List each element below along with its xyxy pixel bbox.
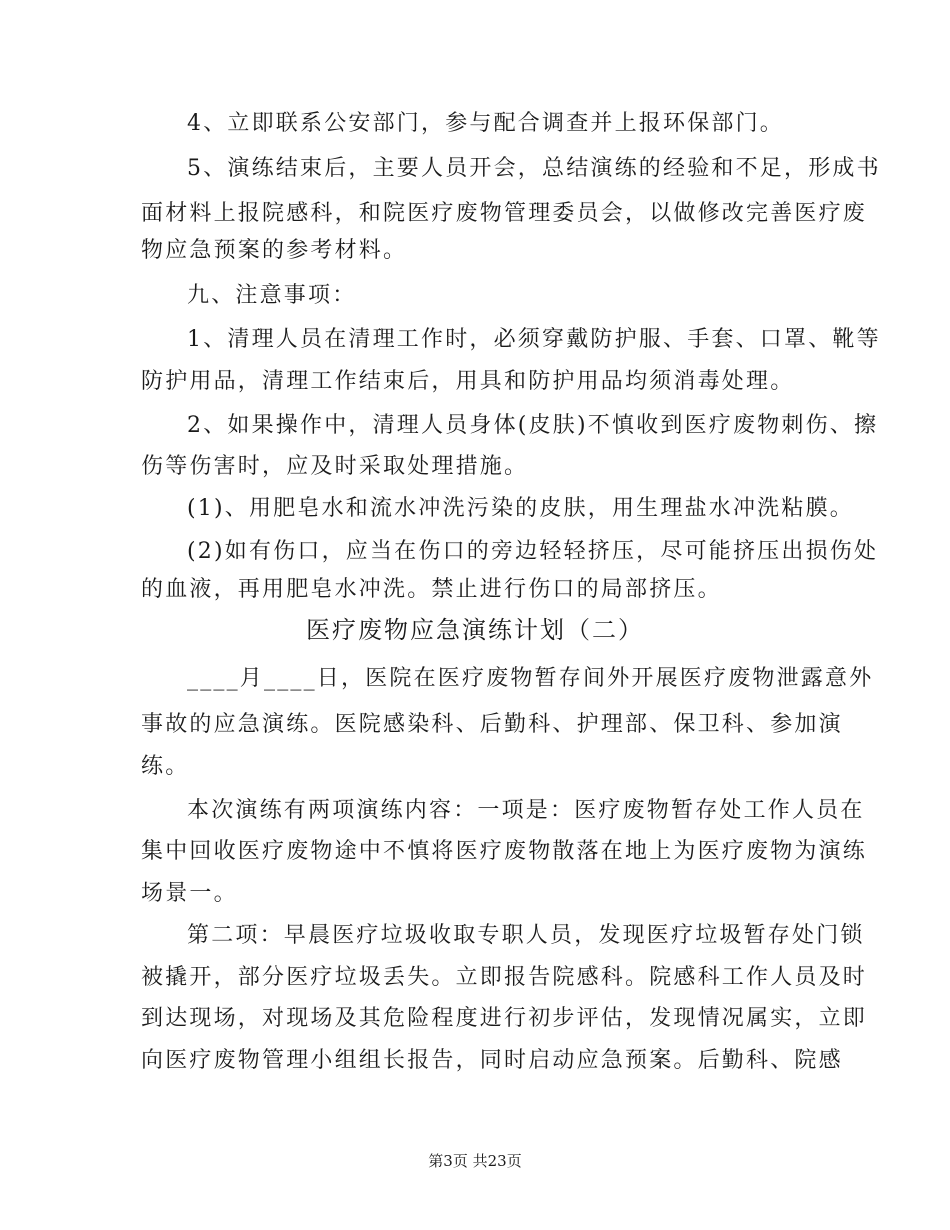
section-title: 医疗废物应急演练计划（二）: [306, 616, 644, 644]
intro-line-2: 事故的应急演练。医院感染科、后勤科、护理部、保卫科、参加演: [141, 712, 843, 737]
note-2-sub-2-line-1: (2)如有伤口，应当在伤口的旁边轻轻挤压，尽可能挤压出损伤处: [187, 539, 879, 564]
paragraph-item-5-line-3: 物应急预案的参考材料。: [141, 238, 408, 263]
paragraph-item-4: 4、立即联系公安部门，参与配合调查并上报环保部门。: [187, 111, 784, 136]
intro-line-1: ____月____日，医院在医疗废物暂存间外开展医疗废物泄露意外: [187, 666, 874, 691]
intro-line-3: 练。: [141, 754, 190, 779]
second-item-line-4: 向医疗废物管理小组组长报告，同时启动应急预案。后勤科、院感: [141, 1048, 843, 1073]
note-2-sub-1: (1)、用肥皂水和流水冲洗污染的皮肤，用生理盐水冲洗粘膜。: [187, 496, 854, 521]
content-line-1: 本次演练有两项演练内容：一项是：医疗废物暂存处工作人员在: [187, 798, 865, 823]
content-line-3: 场景一。: [141, 881, 238, 906]
content-line-2: 集中回收医疗废物途中不慎将医疗废物散落在地上为医疗废物为演练: [141, 839, 868, 864]
second-item-line-2: 被撬开，部分医疗垃圾丢失。立即报告院感科。院感科工作人员及时: [141, 965, 868, 990]
second-item-line-3: 到达现场，对现场及其危险程度进行初步评估，发现情况属实，立即: [141, 1006, 868, 1031]
note-2-line-1: 2、如果操作中，清理人员身体(皮肤)不慎收到医疗废物刺伤、擦: [187, 413, 879, 438]
second-item-line-1: 第二项：早晨医疗垃圾收取专职人员，发现医疗垃圾暂存处门锁: [187, 923, 865, 948]
paragraph-item-5-line-2: 面材料上报院感科，和院医疗废物管理委员会，以做修改完善医疗废: [141, 201, 868, 226]
note-2-line-2: 伤等伤害时，应及时采取处理措施。: [141, 454, 529, 479]
paragraph-item-5-line-1: 5、演练结束后，主要人员开会，总结演练的经验和不足，形成书: [187, 156, 881, 181]
note-2-sub-2-line-2: 的血液，再用肥皂水冲洗。禁止进行伤口的局部挤压。: [141, 577, 722, 602]
page-number: 第3页 共23页: [428, 1152, 522, 1170]
note-1-line-2: 防护用品，清理工作结束后，用具和防护用品均须消毒处理。: [141, 369, 795, 394]
heading-notes: 九、注意事项：: [187, 283, 357, 308]
note-1-line-1: 1、清理人员在清理工作时，必须穿戴防护服、手套、口罩、靴等: [187, 327, 881, 352]
